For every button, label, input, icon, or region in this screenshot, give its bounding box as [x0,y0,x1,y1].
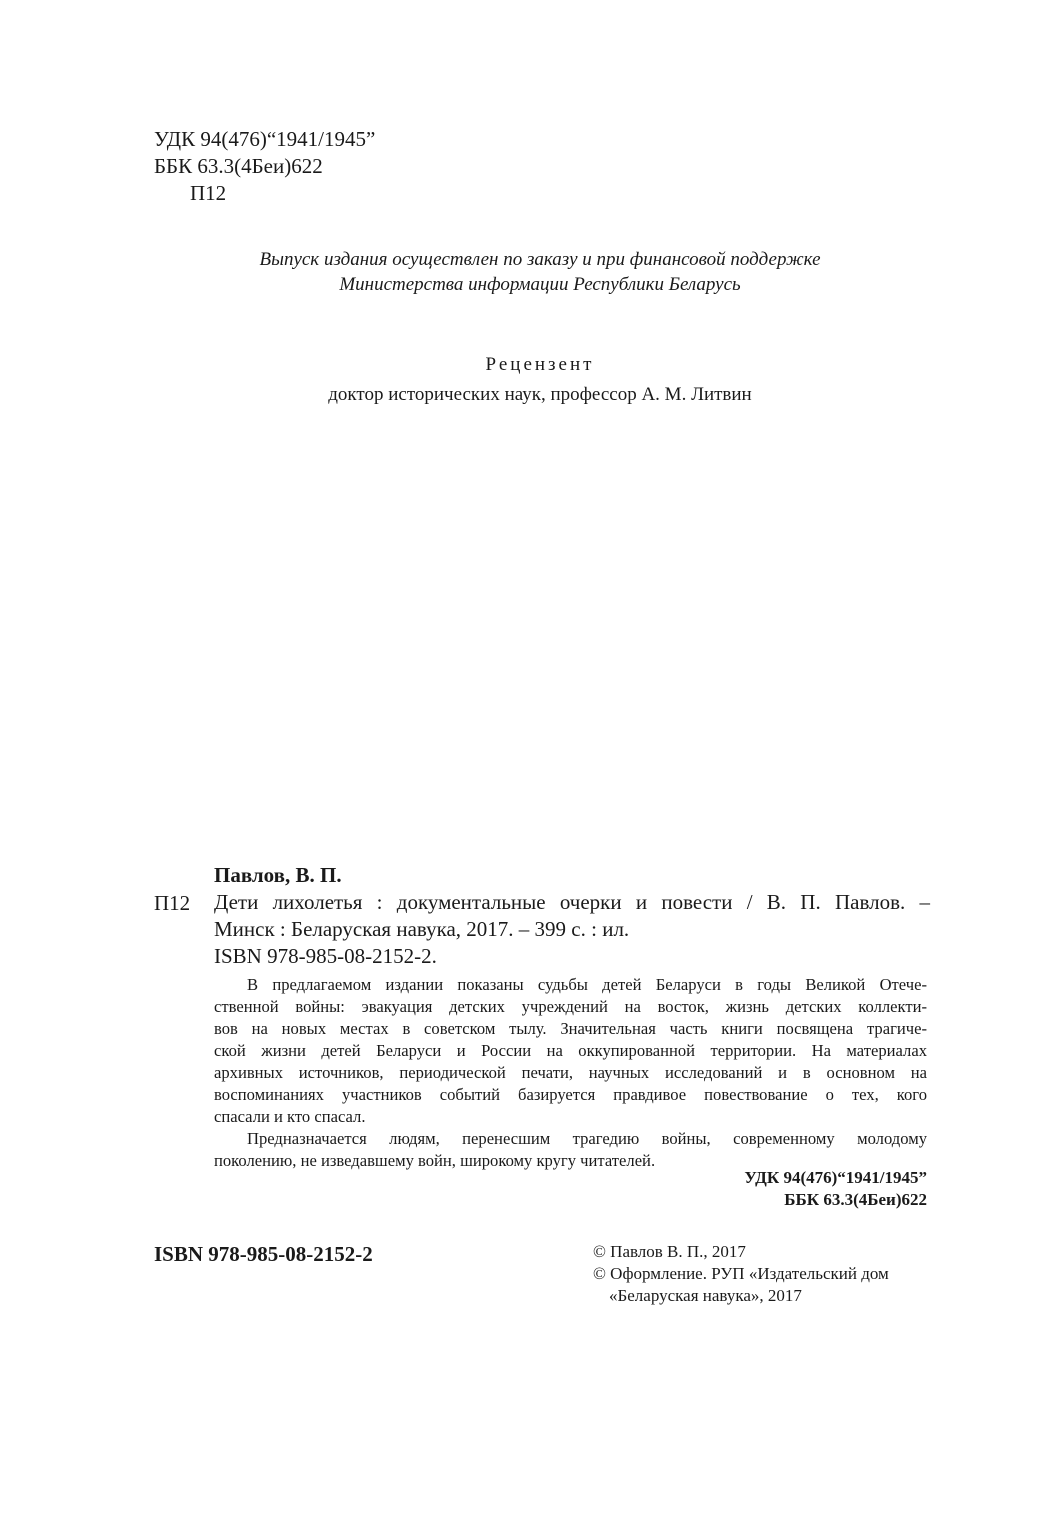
annotation-line: архивных источников, периодической печати, научных исследований и в основном на [214,1063,927,1082]
annotation-line: вов на новых местах в советском тылу. Значительная часть книги посвящена трагиче- [214,1019,927,1038]
bib-author: Павлов, В. П. [214,863,342,887]
annotation-line: ской жизни детей Беларуси и России на оккупированной территории. На материалах [214,1041,927,1060]
funding-line-1: Выпуск издания осуществлен по заказу и при финансовой поддержке [259,249,821,270]
footer-bbk-code: ББК 63.3(4Беи)622 [784,1190,927,1209]
bib-title-line: Дети лихолетья : документальные очерки и повести / В. П. Павлов. – [214,890,930,914]
bib-isbn-line: ISBN 978-985-08-2152-2. [214,944,437,968]
udk-code: УДК 94(476)“1941/1945” [154,127,376,151]
annotation-paragraph-1 [214,974,927,1128]
copyright-author: © Павлов В. П., 2017 [593,1242,746,1261]
classification-footer [744,1167,927,1211]
bib-shelf-mark: П12 [154,891,191,915]
annotation-line: Предназначается людям, перенесшим трагедию войны, современному молодому [247,1129,927,1148]
annotation [214,974,927,1172]
classification-header [154,126,375,207]
footer-udk-code: УДК 94(476)“1941/1945” [744,1168,927,1187]
annotation-line: В предлагаемом издании показаны судьбы детей Беларуси в годы Великой Отече- [247,975,927,994]
copyright-publisher: «Беларуская навука», 2017 [609,1286,802,1305]
reviewer-label: Рецензент [485,354,595,375]
funding-line-2: Министерства информации Республики Беларусь [339,274,741,295]
annotation-line: воспоминаниях участников событий базируется правдивое повествование о тех, кого [214,1085,927,1104]
bibliographic-record [214,889,930,970]
annotation-line: спасали и кто спасал. [214,1107,366,1126]
annotation-line: ственной войны: эвакуация детских учреждений на восток, жизнь детских коллекти- [214,997,927,1016]
copyright-design: © Оформление. РУП «Издательский дом [593,1264,889,1283]
annotation-paragraph-2 [214,1128,927,1172]
annotation-line: поколению, не изведавшему войн, широкому кругу читателей. [214,1151,656,1170]
bbk-code: ББК 63.3(4Беи)622 [154,154,323,178]
reviewer-block [0,350,1063,410]
author-mark: П12 [190,181,227,205]
reviewer-name: доктор исторических наук, профессор А. М. Литвин [328,384,752,405]
funding-note [0,247,1063,297]
copyright-block [593,1241,889,1307]
isbn: ISBN 978-985-08-2152-2 [154,1242,373,1266]
bib-imprint-line: Минск : Беларуская навука, 2017. – 399 с. : ил. [214,917,630,941]
